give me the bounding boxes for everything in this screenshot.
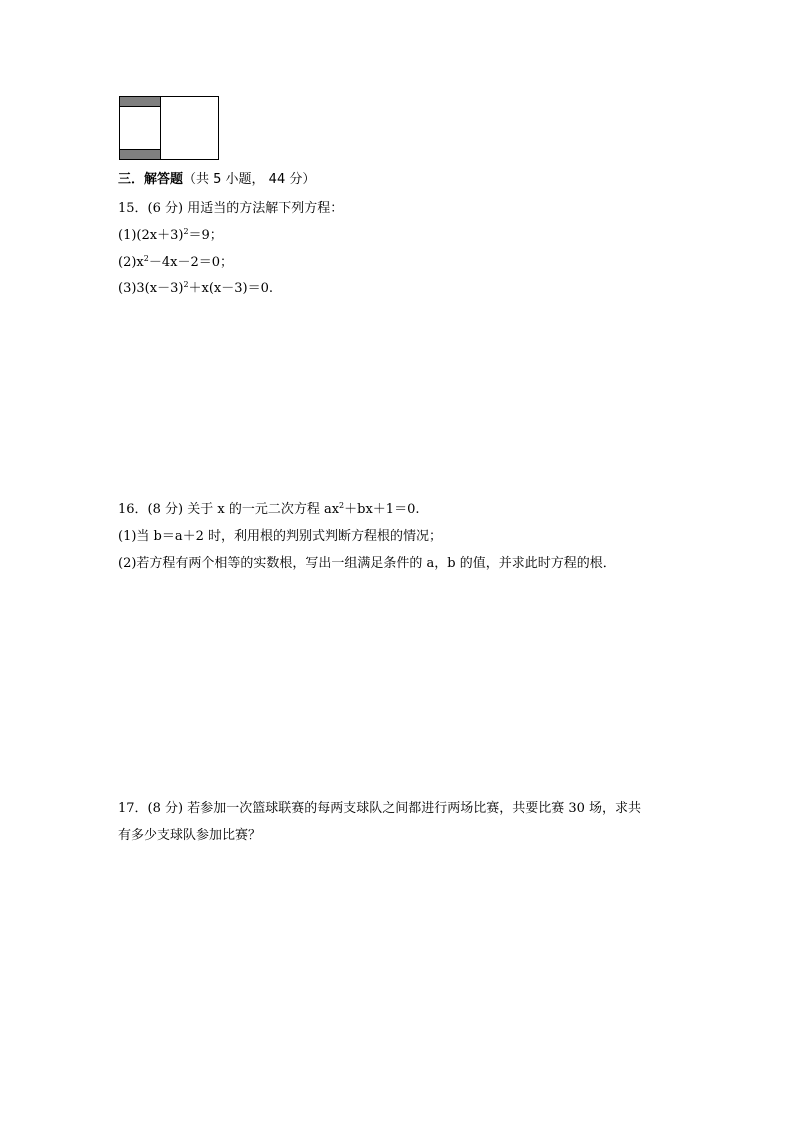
q15-part-2: $(2)x^2-4x-2=0$；: [118, 254, 233, 270]
shaded-strip-top: [120, 97, 161, 107]
section-note: （共 5 小题， 44 分）: [183, 172, 316, 187]
q16-header: 16．(8 分) 关于 x 的一元二次方程 $ax^2+bx+1=0$.: [118, 501, 420, 517]
q15-header: 15．(6 分) 用适当的方法解下列方程：: [118, 201, 344, 216]
q17-line-2: 有多少支球队参加比赛？: [118, 828, 262, 843]
q17-line-1: 17．(8 分) 若参加一次篮球联赛的每两支球队之间都进行两场比赛，共要比赛 30 场，求共: [118, 801, 642, 816]
q16-part-1: (1)当 b＝a＋2 时，利用根的判别式判断方程根的情况；: [118, 529, 443, 544]
q16-part-2: (2)若方程有两个相等的实数根，写出一组满足条件的 a，b 的值，并求此时方程的根．: [118, 556, 616, 571]
q15-part-1: $(1)(2x+3)^2=9$；: [118, 227, 223, 243]
q15-part-3: $(3)3(x-3)^2+x(x-3)=0$.: [118, 280, 274, 296]
section-heading: [118, 172, 315, 188]
rectangle-figure: [119, 96, 219, 160]
section-title: 三．解答题: [118, 172, 184, 187]
shaded-strip-bottom: [120, 150, 161, 160]
